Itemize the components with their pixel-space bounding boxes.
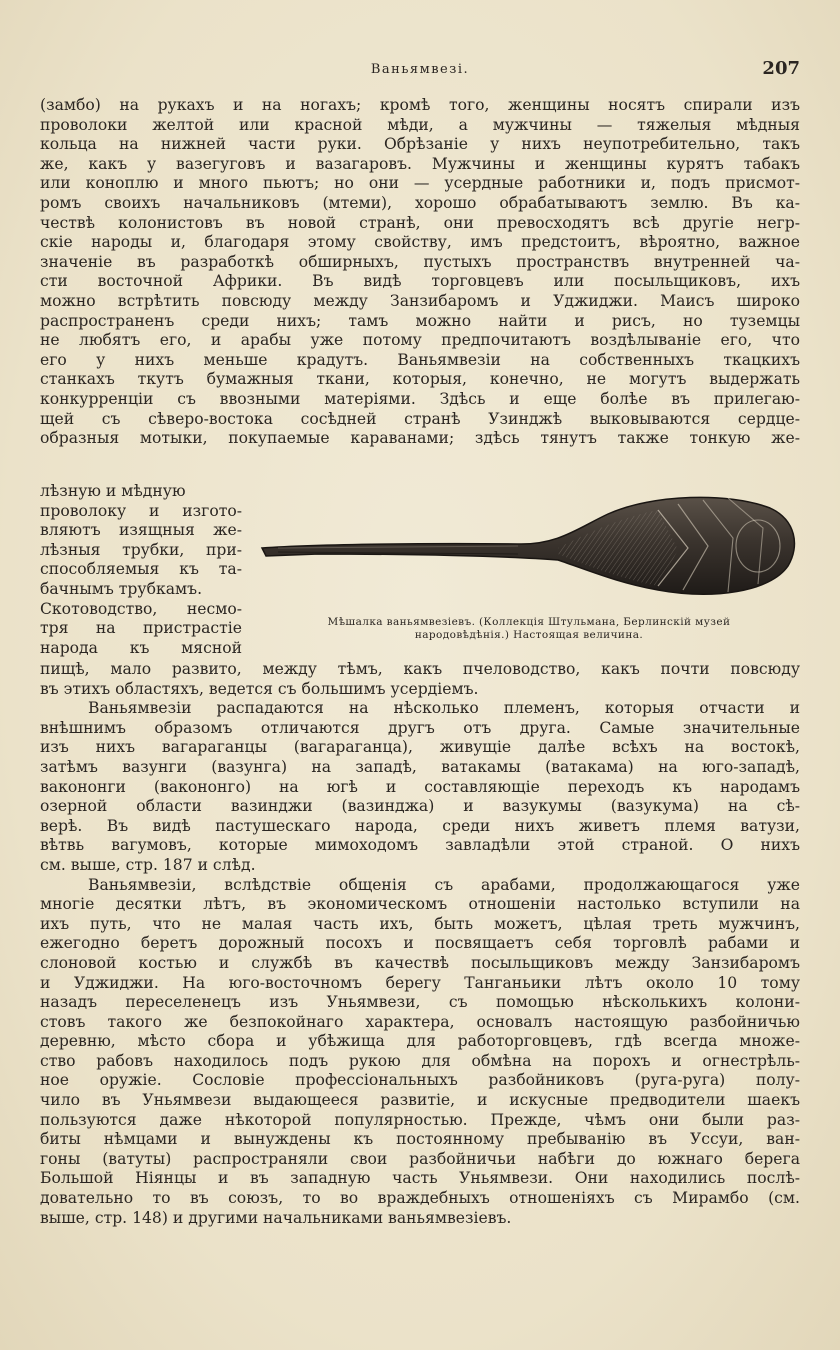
text-line: кольца на нижней части руки. Обрѣзаніе у нихъ неупотребительно, такъ <box>40 135 800 154</box>
text-line: станкахъ ткутъ бумажныя ткани, которыя, конечно, не могутъ выдержать <box>40 370 800 389</box>
text-line: многіе десятки лѣтъ, въ экономическомъ отношеніи настолько вступили на <box>40 895 800 914</box>
text-line: назадъ переселенецъ изъ Уньямвези, съ помощью нѣсколькихъ колони- <box>40 993 800 1012</box>
stirring-spoon-illustration <box>258 488 800 613</box>
text-line: чествѣ колонистовъ въ новой странѣ, они превосходятъ всѣ другіе негр- <box>40 213 800 232</box>
text-line: Ваньямвезіи, вслѣдствіе общенія съ арабами, продолжающагося уже <box>88 875 800 894</box>
text-line: или коноплю и много пьютъ; но они — усердные работники и, подъ присмот- <box>40 174 800 193</box>
text-line: пользуются даже нѣкоторой популярностью. Прежде, чѣмъ они были раз- <box>40 1110 800 1129</box>
caption-line-1: Мѣшалка ваньямвезіевъ. (Коллекція Штульмана, Берлинскій музей <box>327 616 731 628</box>
text-line: можно встрѣтить повсюду между Занзибаромъ и Уджиджи. Маисъ широко <box>40 291 800 310</box>
text-line: Большой Ніянцы и въ западную часть Уньямвези. Они находились послѣ- <box>40 1169 800 1188</box>
text-line: въ этихъ областяхъ, ведется съ большимъ усердіемъ. <box>40 679 479 698</box>
wrapped-text <box>40 482 242 658</box>
text-line: ромъ своихъ начальниковъ (мтеми), хорошо обрабатываютъ землю. Въ ка- <box>40 193 800 212</box>
text-line: конкурренціи съ ввозными матеріями. Здѣсь и еще болѣе въ прилегаю- <box>40 389 800 408</box>
spoon-body <box>262 497 794 594</box>
text-line: см. выше, стр. 187 и слѣд. <box>40 855 256 874</box>
text-line: биты нѣмцами и вынуждены къ постоянному пребыванію въ Уссуи, ван- <box>40 1130 800 1149</box>
figure-caption <box>258 616 800 642</box>
text-line: ежегодно беретъ дорожный посохъ и посвящаетъ себя торговлѣ рабами и <box>40 934 800 953</box>
text-line: (замбо) на рукахъ и на ногахъ; кромѣ того, женщины носятъ спирали изъ <box>40 96 800 114</box>
text-line: слоновой костью и службѣ въ качествѣ посыльщиковъ между Занзибаромъ <box>40 953 800 972</box>
text-line: изъ нихъ вагараганцы (вагараганца), живущіе далѣе всѣхъ на востокѣ, <box>40 738 800 757</box>
page-header <box>40 58 800 84</box>
text-line: сти восточной Африки. Въ видѣ торговцевъ или посыльщиковъ, ихъ <box>40 272 800 291</box>
text-line: вакононги (вакононго) на югѣ и составляющіе переходъ къ народамъ <box>40 777 800 796</box>
running-head: Ваньямвезі. <box>370 62 470 77</box>
wrapped-line: лѣзную и мѣдную <box>40 482 186 500</box>
figure-wrap-section <box>40 482 800 660</box>
text-line: вѣтвь вагумовъ, которые мимоходомъ завладѣли этой страной. О нихъ <box>40 836 800 855</box>
text-line: распространенъ среди нихъ; тамъ можно найти и рисъ, но туземцы <box>40 311 800 330</box>
page-number: 207 <box>762 58 800 79</box>
wrapped-line: народа къ мясной <box>40 638 242 657</box>
text-line: щей съ сѣверо-востока сосѣдней странѣ Узинджѣ выковываются сердце- <box>40 409 800 428</box>
text-line: озерной области вазинджи (вазинджа) и вазукумы (вазукума) на сѣ- <box>40 797 800 816</box>
text-line: гоны (ватуты) распространяли свои разбойничьи набѣги до южнаго берега <box>40 1149 800 1168</box>
text-line: и Уджиджи. На юго-восточномъ берегу Танганьики лѣтъ около 10 тому <box>40 973 800 992</box>
caption-line-2: народовѣдѣнія.) Настоящая величина. <box>414 629 644 641</box>
figure <box>258 488 800 648</box>
wrapped-line: тря на пристрастіе <box>40 619 242 638</box>
text-line: верѣ. Въ видѣ пастушескаго народа, среди нихъ живетъ племя ватузи, <box>40 816 800 835</box>
text-line: не любятъ его, и арабы уже потому предпочитаютъ воздѣлываніе его, что <box>40 331 800 350</box>
wrapped-line: проволоку и изгото- <box>40 501 242 520</box>
paragraph-1 <box>40 96 800 449</box>
text-line: проволоки желтой или красной мѣди, а мужчины — тяжелыя мѣдныя <box>40 115 800 134</box>
text-line: ное оружіе. Сословіе профессіональныхъ разбойниковъ (руга-руга) полу- <box>40 1071 800 1090</box>
text-line: же, какъ у вазегуговъ и вазагаровъ. Мужчины и женщины курятъ табакъ <box>40 154 800 173</box>
wrapped-line: лѣзныя трубки, при- <box>40 540 242 559</box>
text-line: стовъ такого же безпокойнаго характера, основалъ настоящую разбойничью <box>40 1012 800 1031</box>
text-line: ихъ путь, что не малая часть ихъ, быть можетъ, цѣлая треть мужчинъ, <box>40 914 800 933</box>
text-line: скіе народы и, благодаря этому свойству, имъ предстоитъ, вѣроятно, важное <box>40 233 800 252</box>
text-line: затѣмъ вазунги (вазунга) на западѣ, ватакамы (ватакама) на юго-западѣ, <box>40 757 800 776</box>
text-line: довательно то въ союзъ, то во враждебныхъ отношеніяхъ съ Мирамбо (см. <box>40 1189 800 1208</box>
text-line: чило въ Уньямвези выдающееся развитіе, и искусные предводители шаекъ <box>40 1091 800 1110</box>
text-line: пищѣ, мало развито, между тѣмъ, какъ пчеловодство, какъ почти повсюду <box>40 660 800 678</box>
paragraphs-2 <box>40 660 800 1228</box>
text-line: его у нихъ меньше крадутъ. Ваньямвезіи на собственныхъ ткацкихъ <box>40 350 800 369</box>
text-line: выше, стр. 148) и другими начальниками ваньямвезіевъ. <box>40 1208 512 1227</box>
text-line: Ваньямвезіи распадаются на нѣсколько племенъ, которыя отчасти и <box>88 699 800 718</box>
text-line: значеніе въ разработкѣ обширныхъ, пустыхъ пространствъ внутренней ча- <box>40 252 800 271</box>
wrapped-line: вляютъ изящныя же- <box>40 521 242 540</box>
text-line: ство рабовъ находилось подъ рукою для обмѣна на порохъ и огнестрѣль- <box>40 1051 800 1070</box>
text-line: образныя мотыки, покупаемые караванами; здѣсь тянутъ также тонкую же- <box>40 429 800 448</box>
text-line: внѣшнимъ образомъ отличаются другъ отъ друга. Самые значительные <box>40 718 800 737</box>
wrapped-line: Скотоводство, несмо- <box>40 599 242 618</box>
text-line: деревню, мѣсто сбора и убѣжища для работорговцевъ, гдѣ всегда множе- <box>40 1032 800 1051</box>
wrapped-line: бачнымъ трубкамъ. <box>40 579 203 598</box>
wrapped-line: способляемыя къ та- <box>40 560 242 579</box>
